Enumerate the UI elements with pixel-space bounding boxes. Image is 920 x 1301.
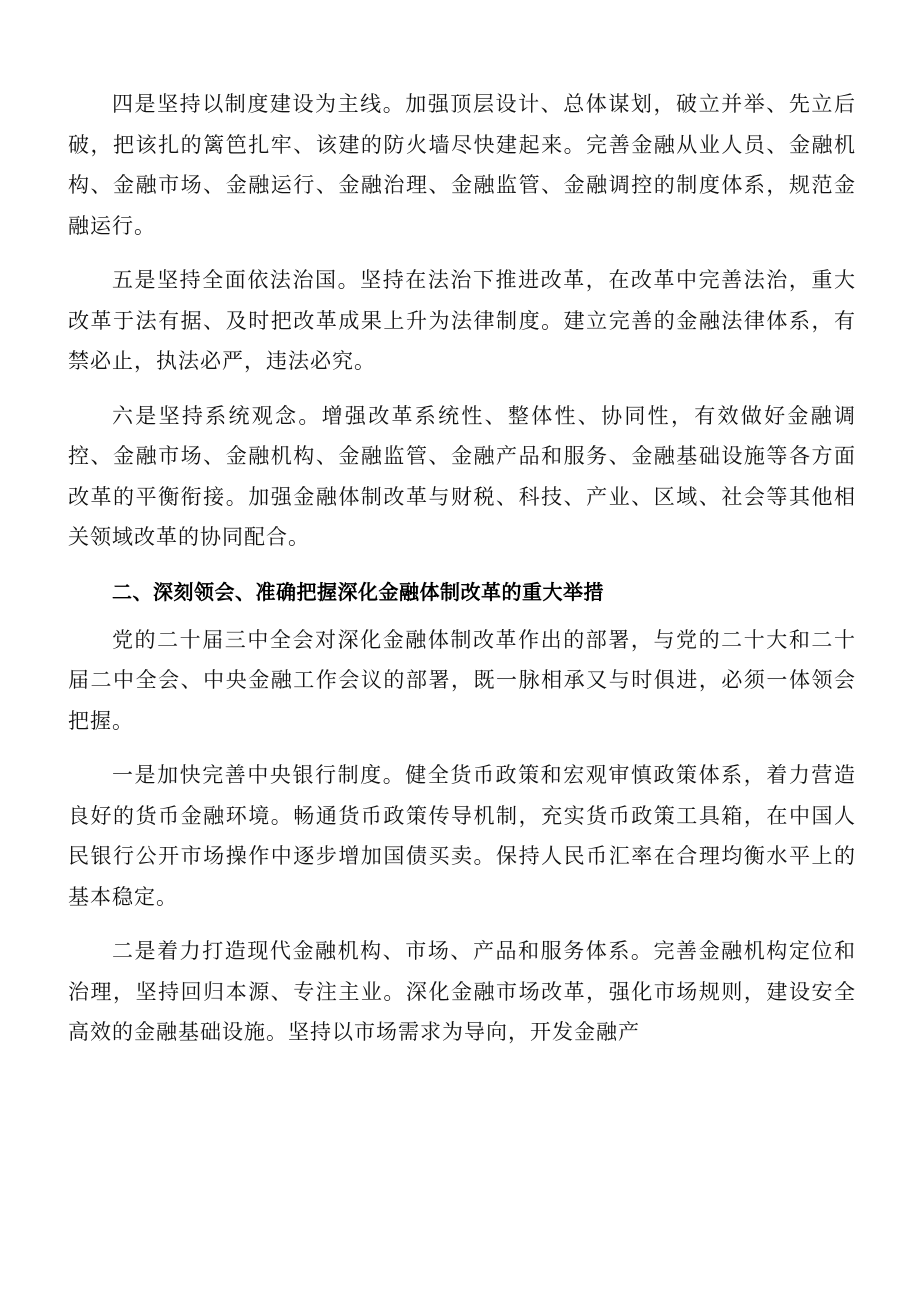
paragraph-section-intro: 党的二十届三中全会对深化金融体制改革作出的部署，与党的二十大和二十届二中全会、中央金融工作会议的部署，既一脉相承又与时俱进，必须一体领会把握。 (68, 627, 856, 733)
paragraph-measure-two: 二是着力打造现代金融机构、市场、产品和服务体系。完善金融机构定位和治理，坚持回归本源、专注主业。深化金融市场改革，强化市场规则，建设安全高效的金融基础设施。坚持以市场需求为导向，开发金融产 (68, 939, 856, 1044)
paragraph-principle-four: 四是坚持以制度建设为主线。加强顶层设计、总体谋划，破立并举、先立后破，把该扎的篱笆扎牢、该建的防火墙尽快建起来。完善金融从业人员、金融机构、金融市场、金融运行、金融治理、金融监管、金融调控的制度体系，规范金融运行。 (68, 92, 856, 238)
paragraph-measure-one: 一是加快完善中央银行制度。健全货币政策和宏观审慎政策体系，着力营造良好的货币金融环境。畅通货币政策传导机制，充实货币政策工具箱，在中国人民银行公开市场操作中逐步增加国债买卖。保持人民币汇率在合理均衡水平上的基本稳定。 (68, 763, 856, 909)
document-page (68, 84, 856, 1067)
paragraph-principle-six: 六是坚持系统观念。增强改革系统性、整体性、协同性，有效做好金融调控、金融市场、金融机构、金融监管、金融产品和服务、金融基础设施等各方面改革的平衡衔接。加强金融体制改革与财税、科技、产业、区域、社会等其他相关领域改革的协同配合。 (68, 403, 856, 549)
paragraph-principle-five: 五是坚持全面依法治国。坚持在法治下推进改革，在改革中完善法治，重大改革于法有据、及时把改革成果上升为法律制度。建立完善的金融法律体系，有禁必止，执法必严，违法必究。 (68, 268, 856, 373)
section-heading: 二、深刻领会、准确把握深化金融体制改革的重大举措 (112, 579, 604, 604)
